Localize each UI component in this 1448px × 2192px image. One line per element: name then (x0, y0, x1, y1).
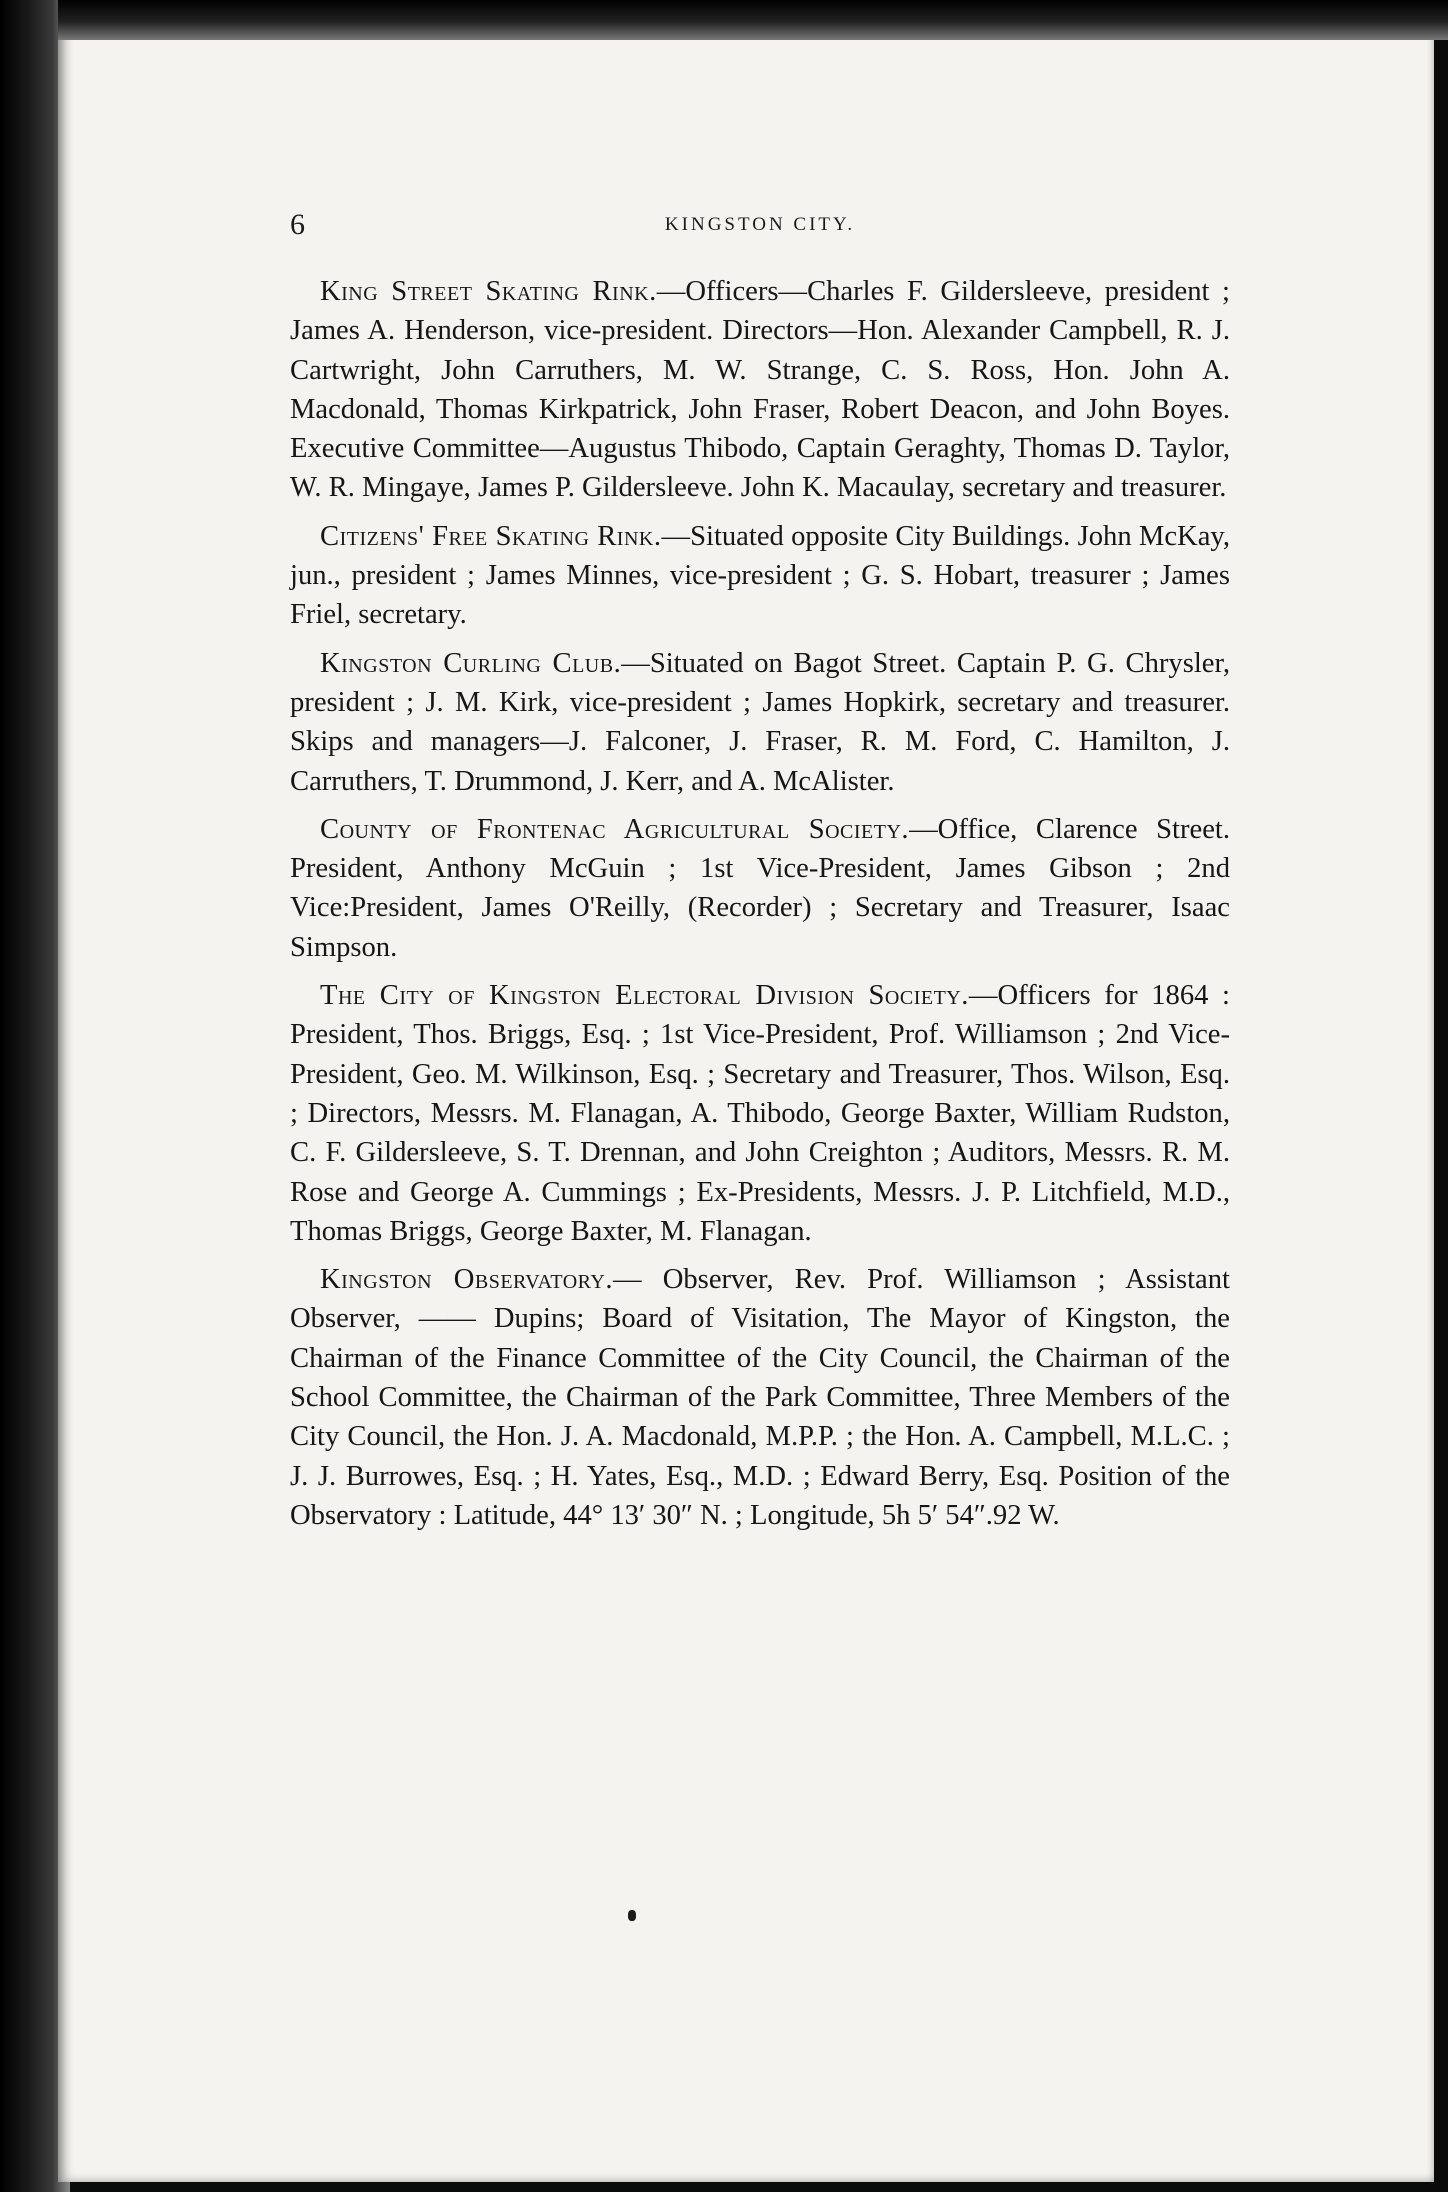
top-edge-shadow (58, 0, 1448, 40)
entry-title: The City of Kingston Electoral Division Society. (320, 980, 969, 1012)
entry-body: —Officers for 1864 : President, Thos. Briggs, Esq. ; 1st Vice-President, Prof. Williamson ; 2nd Vice-President, Geo. M. Wilkinson, Esq. ; Secretary and Treasurer, Thos. Wilson, Esq. ; Directors, Messrs. M. Flanagan, A. Thibodo, George Baxter, William Rudston, C. F. Gildersleeve, S. T. Drennan, and John Creighton ; Auditors, Messrs. R. M. Rose and George A. Cummings ; Ex-Presidents, Messrs. J. P. Litchfield, M.D., Thomas Briggs, George Baxter, M. Flanagan. (290, 980, 1231, 1247)
entry-frontenac-agricultural-society (290, 810, 1230, 967)
entry-electoral-division-society (290, 976, 1230, 1251)
ink-speck (628, 1910, 636, 1921)
entry-body: —Situated opposite City Buildings. John McKay, jun., president ; James Minnes, vice-president ; G. S. Hobart, treasurer ; James Friel, secretary. (290, 520, 1230, 631)
page-content (290, 272, 1230, 1544)
entry-body: —Office, Clarence Street. President, Anthony McGuin ; 1st Vice-President, James Gibson ; 2nd Vice:President, James O'Reilly, (Recorder) ; Secretary and Treasurer, Isaac Simpson. (290, 813, 1230, 963)
entry-title: Citizens' Free Skating Rink. (320, 520, 662, 552)
entry-body: —Situated on Bagot Street. Captain P. G. Chrysler, president ; J. M. Kirk, vice-president ; James Hopkirk, secretary and treasurer. Skips and managers—J. Falconer, J. Fraser, R. M. Ford, C. Hamilton, J. Carruthers, T. Drummond, J. Kerr, and A. McAlister. (290, 647, 1230, 797)
entry-body: — Observer, Rev. Prof. Williamson ; Assistant Observer, —— Dupins; Board of Visitation, The Mayor of Kingston, the Chairman of the Finance Committee of the City Council, the Chairman of the School Committee, the Chairman of the Park Committee, Three Members of the City Council, the Hon. J. A. Macdonald, M.P.P. ; the Hon. A. Campbell, M.L.C. ; J. J. Burrowes, Esq. ; H. Yates, Esq., M.D. ; Edward Berry, Esq. Position of the Observatory : Latitude, 44° 13′ 30″ N. ; Longitude, 5h 5′ 54″.92 W. (290, 1264, 1230, 1531)
entry-title: Kingston Observatory. (320, 1264, 613, 1296)
entry-kingston-curling-club (290, 644, 1230, 801)
running-head (290, 208, 1230, 248)
entry-body: —Officers—Charles F. Gildersleeve, president ; James A. Henderson, vice-president. Directors—Hon. Alexander Campbell, R. J. Cartwright, John Carruthers, M. W. Strange, C. S. Ross, Hon. John A. Macdonald, Thomas Kirkpatrick, John Fraser, Robert Deacon, and John Boyes. Executive Committee—Augustus Thibodo, Captain Geraghty, Thomas D. Taylor, W. R. Mingaye, James P. Gildersleeve. John K. Macaulay, secretary and treasurer. (290, 276, 1230, 504)
entry-kingston-observatory (290, 1260, 1230, 1535)
entry-king-street-skating-rink (290, 272, 1230, 508)
entry-title: King Street Skating Rink. (320, 276, 657, 307)
entry-citizens-free-skating-rink (290, 517, 1230, 635)
entry-title: Kingston Curling Club. (320, 647, 622, 679)
page-number: 6 (290, 208, 305, 241)
entry-title: County of Frontenac Agricultural Society. (320, 813, 910, 845)
page-header-title: KINGSTON CITY. (664, 214, 856, 235)
